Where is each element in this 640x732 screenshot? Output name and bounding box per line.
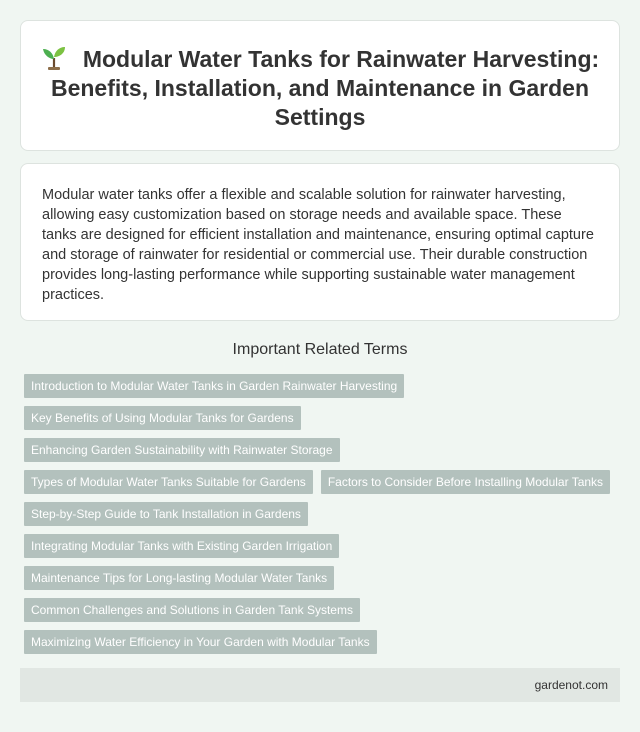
related-term-tag[interactable]: Types of Modular Water Tanks Suitable for Gardens	[24, 470, 313, 494]
related-term-tag[interactable]: Common Challenges and Solutions in Garden Tank Systems	[24, 598, 360, 622]
footer	[20, 668, 620, 702]
related-term-tag[interactable]: Integrating Modular Tanks with Existing Garden Irrigation	[24, 534, 339, 558]
related-terms-heading: Important Related Terms	[232, 341, 408, 358]
page-title-text: Modular Water Tanks for Rainwater Harvesting: Benefits, Installation, and Maintenance in Garden Settings	[50, 46, 600, 130]
related-term-tag[interactable]: Factors to Consider Before Installing Modular Tanks	[321, 470, 610, 494]
description-text: Modular water tanks offer a flexible and scalable solution for rainwater harvesting, allowing easy customization based on storage needs and available space. These tanks are designed for efficient installation and maintenance, ensuring optimal capture and storage of rainwater for residential or commercial use. Their durable construction provides long-lasting performance while supporting sustainable water management practices.	[42, 187, 594, 303]
related-term-tag[interactable]: Introduction to Modular Water Tanks in Garden Rainwater Harvesting	[24, 374, 404, 398]
related-term-tag[interactable]: Maintenance Tips for Long-lasting Modular Water Tanks	[24, 566, 334, 590]
page-title	[21, 45, 619, 132]
footer-site-link[interactable]: gardenot.com	[534, 678, 608, 692]
related-term-tag[interactable]: Key Benefits of Using Modular Tanks for Gardens	[24, 406, 301, 430]
related-terms-list	[24, 374, 624, 662]
related-term-tag[interactable]: Enhancing Garden Sustainability with Rainwater Storage	[24, 438, 340, 462]
related-term-tag[interactable]: Step-by-Step Guide to Tank Installation in Gardens	[24, 502, 308, 526]
description-card	[20, 163, 620, 321]
sprout-icon	[41, 45, 67, 71]
title-card	[20, 20, 620, 151]
related-term-tag[interactable]: Maximizing Water Efficiency in Your Garden with Modular Tanks	[24, 630, 377, 654]
